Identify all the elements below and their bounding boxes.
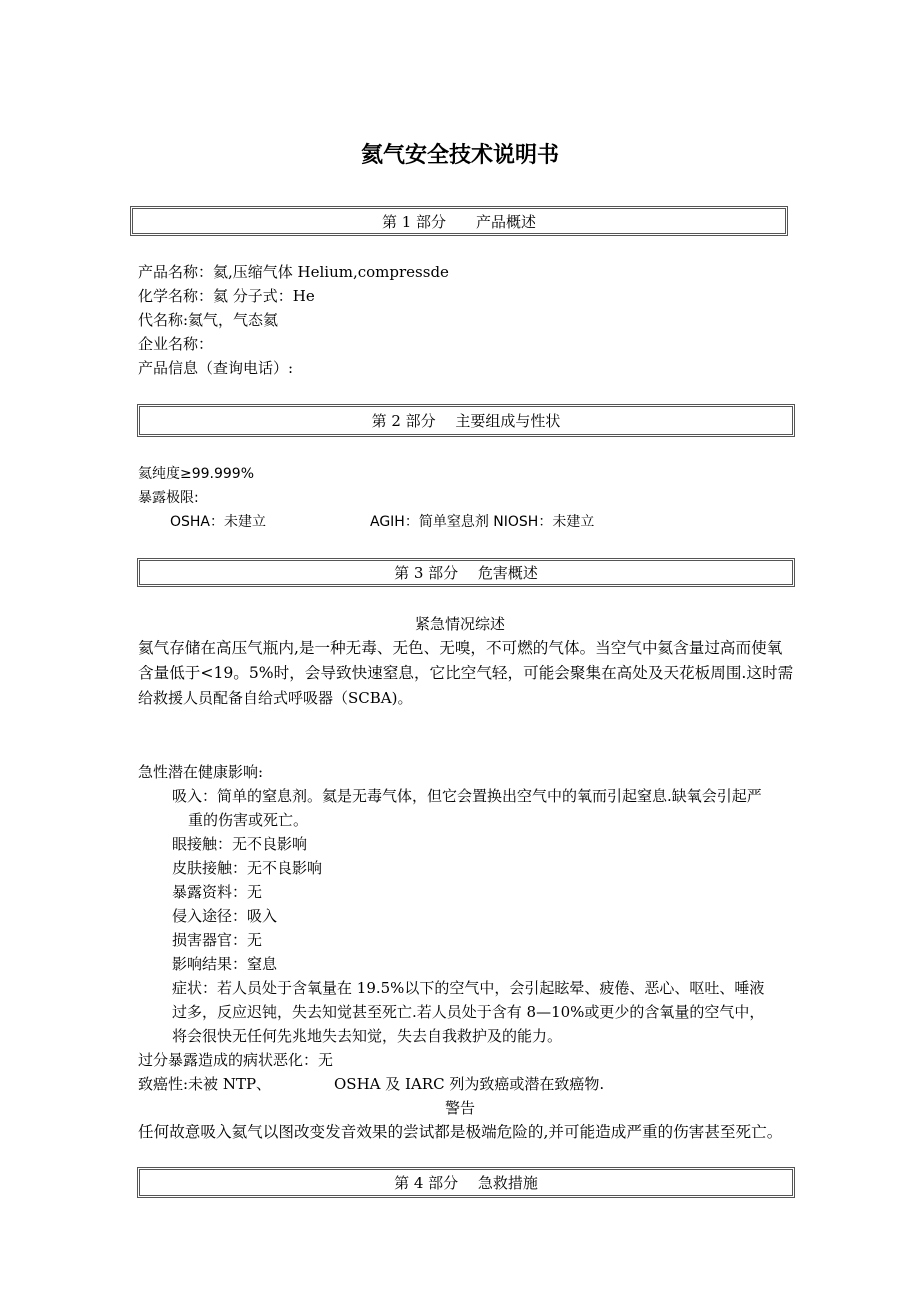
eye-contact: 眼接触：无不良影响 xyxy=(172,835,308,853)
symptoms: 症状：若人员处于含氧量在 19.5%以下的空气中，会引起眩晕、疲倦、恶心、呕吐、唾液 xyxy=(172,979,765,997)
route-of-entry: 侵入途径：吸入 xyxy=(172,907,278,925)
emergency-line: 给救援人员配备自给式呼吸器（SCBA)。 xyxy=(138,689,413,707)
document-title: 氦气安全技术说明书 xyxy=(360,143,559,168)
overexposure: 过分暴露造成的病状恶化：无 xyxy=(138,1051,334,1069)
chemical-name: 化学名称：氦 分子式：He xyxy=(138,287,315,305)
section-header-1: 第 1 部分 产品概述 xyxy=(130,206,788,236)
product-info: 产品信息（查询电话）: xyxy=(138,359,294,377)
emergency-heading: 紧急情况综述 xyxy=(414,615,505,633)
product-name: 产品名称：氦,压缩气体 Helium,compressde xyxy=(138,263,449,281)
exposure-data: 暴露资料：无 xyxy=(172,883,263,901)
symptoms-cont: 将会很快无任何先兆地失去知觉，失去自我救护及的能力。 xyxy=(172,1027,563,1045)
section-header-2: 第 2 部分 主要组成与性状 xyxy=(137,404,795,437)
emergency-line: 含量低于<19。5%时，会导致快速窒息，它比空气轻，可能会聚集在高处及天花板周围.这时需 xyxy=(138,664,794,682)
inhalation: 吸入：简单的窒息剂。氦是无毒气体，但它会置换出空气中的氧而引起窒息.缺氧会引起严 xyxy=(172,787,762,805)
inhalation-cont: 重的伤害或死亡。 xyxy=(188,811,309,829)
acute-label: 急性潜在健康影响: xyxy=(138,763,264,781)
agih-niosh-limit: AGIH：简单窒息剂 NIOSH：未建立 xyxy=(370,514,595,530)
effect-result: 影响结果：窒息 xyxy=(172,955,278,973)
carcinogenicity: 致癌性:未被 NTP、 xyxy=(138,1075,272,1093)
exposure-label: 暴露极限: xyxy=(138,490,199,506)
warning-heading: 警告 xyxy=(444,1099,475,1117)
target-organs: 损害器官：无 xyxy=(172,931,263,949)
osha-limit: OSHA：未建立 xyxy=(170,514,267,530)
purity: 氦纯度≥99.999% xyxy=(138,466,255,482)
skin-contact: 皮肤接触：无不良影响 xyxy=(172,859,323,877)
carcinogenicity-cont: OSHA 及 IARC 列为致癌或潜在致癌物. xyxy=(334,1075,605,1093)
section-header-4: 第 4 部分 急救措施 xyxy=(137,1167,795,1198)
company-name: 企业名称： xyxy=(138,335,214,353)
alias-name: 代名称:氦气，气态氦 xyxy=(138,311,279,329)
emergency-line: 氦气存储在高压气瓶内,是一种无毒、无色、无嗅，不可燃的气体。当空气中氦含量过高而使氧 xyxy=(138,639,783,657)
section-header-3: 第 3 部分 危害概述 xyxy=(137,558,795,587)
warning-text: 任何故意吸入氦气以图改变发音效果的尝试都是极端危险的,并可能造成严重的伤害甚至死亡。 xyxy=(138,1123,783,1141)
symptoms-cont: 过多，反应迟钝，失去知觉甚至死亡.若人员处于含有 8—10%或更少的含氧量的空气中， xyxy=(172,1003,765,1021)
